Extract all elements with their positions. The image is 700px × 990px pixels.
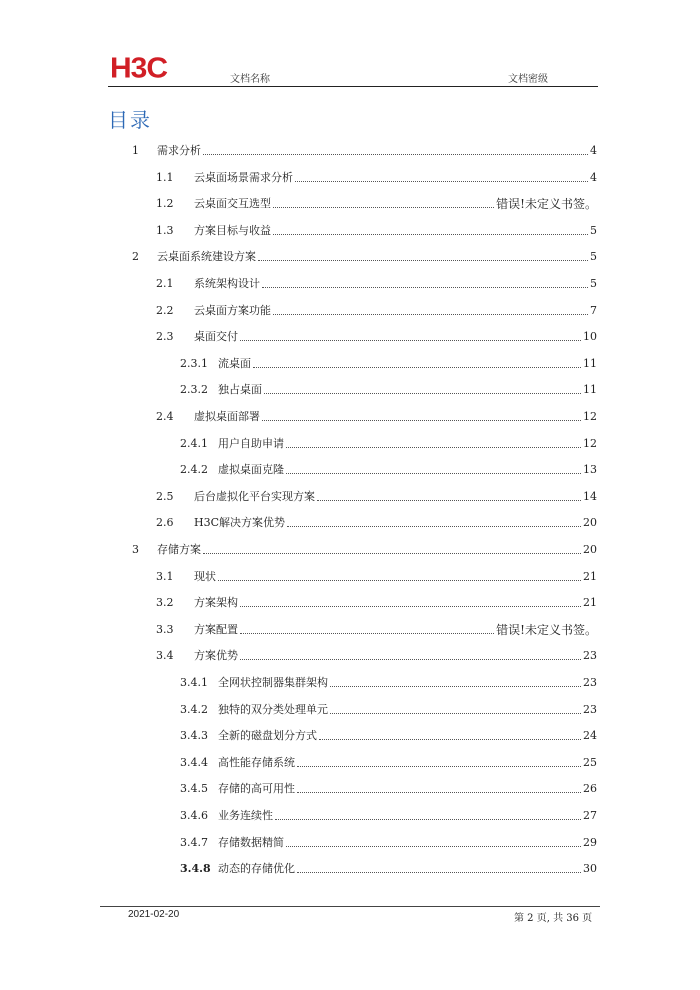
toc-entry-page: 26 — [583, 782, 597, 796]
toc-entry-number: 3.4.3 — [180, 729, 208, 743]
toc-entry-title: 需求分析 — [157, 144, 201, 157]
toc-leader-dots — [287, 526, 581, 527]
toc-entry-title: 动态的存储优化 — [218, 862, 295, 876]
toc-entry-page: 23 — [583, 702, 597, 716]
toc-entry-number: 2.2 — [156, 303, 174, 317]
toc-entry-page: 错误!未定义书签。 — [496, 622, 597, 637]
toc-entry-number: 2.4 — [156, 410, 174, 423]
toc-entry-number: 1 — [132, 144, 139, 157]
toc-entry[interactable] — [180, 382, 597, 398]
toc-leader-dots — [203, 154, 588, 155]
toc-entry[interactable] — [180, 781, 597, 797]
toc-entry-number: 3.4.7 — [180, 835, 208, 849]
toc-entry-page: 20 — [583, 543, 597, 556]
toc-entry-number: 3.4.5 — [180, 782, 208, 796]
toc-entry-page: 5 — [590, 277, 597, 290]
toc-entry-title: 现状 — [194, 569, 216, 583]
toc-leader-dots — [273, 234, 588, 235]
toc-entry[interactable] — [180, 808, 597, 824]
toc-entry-number: 1.2 — [156, 197, 174, 211]
toc-entry-number: 3.4.2 — [180, 702, 208, 716]
toc-leader-dots — [262, 420, 581, 421]
toc-leader-dots — [240, 659, 581, 660]
toc-entry-number: 3.4.4 — [180, 755, 208, 769]
toc-entry-number: 3.3 — [156, 622, 174, 636]
toc-entry-number: 2.6 — [156, 516, 174, 530]
toc-entry-page: 23 — [583, 649, 597, 663]
toc-entry-number: 3.2 — [156, 596, 174, 610]
toc-leader-dots — [286, 473, 581, 474]
toc-entry-number: 1.3 — [156, 223, 174, 237]
toc-entry-page: 21 — [583, 569, 597, 583]
toc-entry-title: 云桌面方案功能 — [194, 303, 271, 317]
toc-entry-title: 用户自助申请 — [218, 436, 284, 450]
toc-leader-dots — [258, 260, 588, 261]
toc-entry-number: 2.3.2 — [180, 383, 208, 397]
toc-leader-dots — [240, 633, 494, 634]
toc-entry-page: 13 — [583, 463, 597, 477]
toc-entry[interactable] — [156, 595, 597, 611]
toc-entry-page: 29 — [583, 835, 597, 849]
toc-entry-page: 12 — [583, 436, 597, 450]
toc-entry[interactable] — [132, 542, 597, 558]
toc-entry[interactable] — [180, 861, 597, 877]
toc-entry-page: 24 — [583, 729, 597, 743]
toc-entry-number: 3.4 — [156, 649, 174, 663]
toc-title: 目录 — [108, 108, 152, 132]
toc-leader-dots — [297, 792, 581, 793]
toc-entry[interactable] — [180, 462, 597, 478]
toc-leader-dots — [297, 766, 581, 767]
toc-entry-title: 全新的磁盘划分方式 — [218, 729, 317, 743]
toc-entry[interactable] — [180, 755, 597, 771]
toc-entry-page: 错误!未定义书签。 — [496, 197, 597, 212]
toc-entry-page: 10 — [583, 330, 597, 344]
toc-entry[interactable] — [156, 515, 597, 531]
toc-entry[interactable] — [156, 223, 597, 239]
toc-entry-title: 方案配置 — [194, 622, 238, 636]
toc-entry-number: 3.4.8 — [180, 862, 211, 876]
toc-leader-dots — [218, 580, 581, 581]
toc-entry-page: 21 — [583, 596, 597, 610]
toc-leader-dots — [203, 553, 581, 554]
toc-entry-title: 业务连续性 — [218, 809, 273, 822]
toc-leader-dots — [264, 393, 581, 394]
toc-leader-dots — [273, 314, 588, 315]
toc-entry-page: 4 — [590, 170, 597, 184]
toc-entry-number: 2.1 — [156, 277, 174, 290]
toc-entry-number: 3.4.1 — [180, 676, 208, 689]
toc-entry-number: 3 — [132, 543, 139, 556]
toc-leader-dots — [240, 340, 581, 341]
toc-leader-dots — [286, 846, 581, 847]
toc-entry[interactable] — [180, 675, 597, 691]
toc-entry-title: 虚拟桌面克隆 — [218, 463, 284, 477]
toc-entry[interactable] — [156, 489, 597, 505]
footer-page-info: 第 2 页, 共 36 页 — [514, 913, 593, 924]
toc-entry-page: 25 — [583, 755, 597, 769]
document-classification: 文档密级 — [508, 74, 548, 85]
toc-entry-page: 27 — [583, 809, 597, 822]
h3c-logo: H3C — [110, 52, 168, 85]
toc-entry-number: 2 — [132, 250, 139, 264]
toc-entry-page: 5 — [590, 250, 597, 264]
toc-leader-dots — [262, 287, 588, 288]
toc-entry-number: 3.4.6 — [180, 809, 208, 822]
toc-entry-page: 7 — [590, 303, 597, 317]
toc-entry-number: 2.4.2 — [180, 463, 208, 477]
toc-entry-page: 30 — [583, 862, 597, 876]
toc-entry[interactable] — [132, 249, 597, 265]
toc-entry-title: 方案优势 — [194, 649, 238, 663]
toc-entry-page: 11 — [583, 356, 597, 370]
toc-entry-title: 独特的双分类处理单元 — [218, 702, 328, 716]
toc-leader-dots — [295, 181, 588, 182]
toc-entry-page: 12 — [583, 410, 597, 423]
toc-leader-dots — [273, 207, 494, 208]
toc-entry-title: 方案目标与收益 — [194, 223, 271, 237]
toc-entry-title: 高性能存储系统 — [218, 755, 295, 769]
toc-entry[interactable] — [156, 329, 597, 345]
toc-entry[interactable] — [180, 728, 597, 744]
toc-entry-number: 2.3 — [156, 330, 174, 344]
toc-entry-page: 4 — [590, 144, 597, 157]
toc-entry-title: 方案架构 — [194, 596, 238, 610]
footer-date: 2021-02-20 — [128, 909, 180, 920]
toc-entry-number: 2.5 — [156, 489, 174, 503]
toc-entry-number: 1.1 — [156, 170, 174, 184]
toc-leader-dots — [240, 606, 581, 607]
toc-entry-title: 云桌面交互选型 — [194, 197, 271, 211]
toc-entry-title: 系统架构设计 — [194, 277, 260, 290]
toc-entry[interactable] — [156, 569, 597, 585]
toc-entry-title: 后台虚拟化平台实现方案 — [194, 489, 315, 503]
toc-entry[interactable] — [156, 648, 597, 664]
toc-leader-dots — [286, 447, 581, 448]
toc-entry-title: 存储方案 — [157, 543, 201, 556]
toc-entry[interactable] — [180, 436, 597, 452]
toc-entry-title: 虚拟桌面部署 — [194, 410, 260, 423]
toc-entry-page: 5 — [590, 223, 597, 237]
toc-entry[interactable] — [180, 356, 597, 372]
toc-entry-page: 11 — [583, 383, 597, 397]
toc-leader-dots — [275, 819, 581, 820]
toc-entry[interactable] — [156, 170, 597, 186]
toc-entry[interactable] — [156, 622, 597, 638]
toc-entry-page: 23 — [583, 676, 597, 689]
toc-leader-dots — [297, 872, 581, 873]
toc-entry-title: 云桌面场景需求分析 — [194, 170, 293, 184]
toc-entry[interactable] — [156, 276, 597, 292]
toc-entry-title: 存储数据精简 — [218, 835, 284, 849]
toc-entry-title: 全网状控制器集群架构 — [218, 676, 328, 689]
toc-entry-page: 14 — [583, 489, 597, 503]
toc-leader-dots — [330, 686, 581, 687]
toc-entry-number: 3.1 — [156, 569, 174, 583]
toc-entry[interactable] — [156, 303, 597, 319]
toc-entry-title: 流桌面 — [218, 356, 251, 370]
toc-leader-dots — [319, 739, 581, 740]
toc-entry-page: 20 — [583, 516, 597, 530]
toc-entry-number: 2.3.1 — [180, 356, 208, 370]
toc-entry[interactable] — [180, 835, 597, 851]
toc-entry-title: 桌面交付 — [194, 330, 238, 344]
toc-entry[interactable] — [156, 409, 597, 425]
toc-entry-title: 独占桌面 — [218, 383, 262, 397]
footer-rule — [100, 906, 600, 907]
toc-entry-title: 云桌面系统建设方案 — [157, 250, 256, 264]
toc-entry[interactable] — [156, 196, 597, 212]
toc-entry-title: 存储的高可用性 — [218, 782, 295, 796]
toc-entry[interactable] — [180, 702, 597, 718]
toc-leader-dots — [253, 367, 581, 368]
document-name: 文档名称 — [230, 74, 270, 85]
toc-entry[interactable] — [132, 143, 597, 159]
toc-leader-dots — [330, 713, 581, 714]
toc-leader-dots — [317, 500, 581, 501]
toc-entry-title: H3C解决方案优势 — [194, 516, 286, 530]
toc-entry-number: 2.4.1 — [180, 436, 208, 450]
